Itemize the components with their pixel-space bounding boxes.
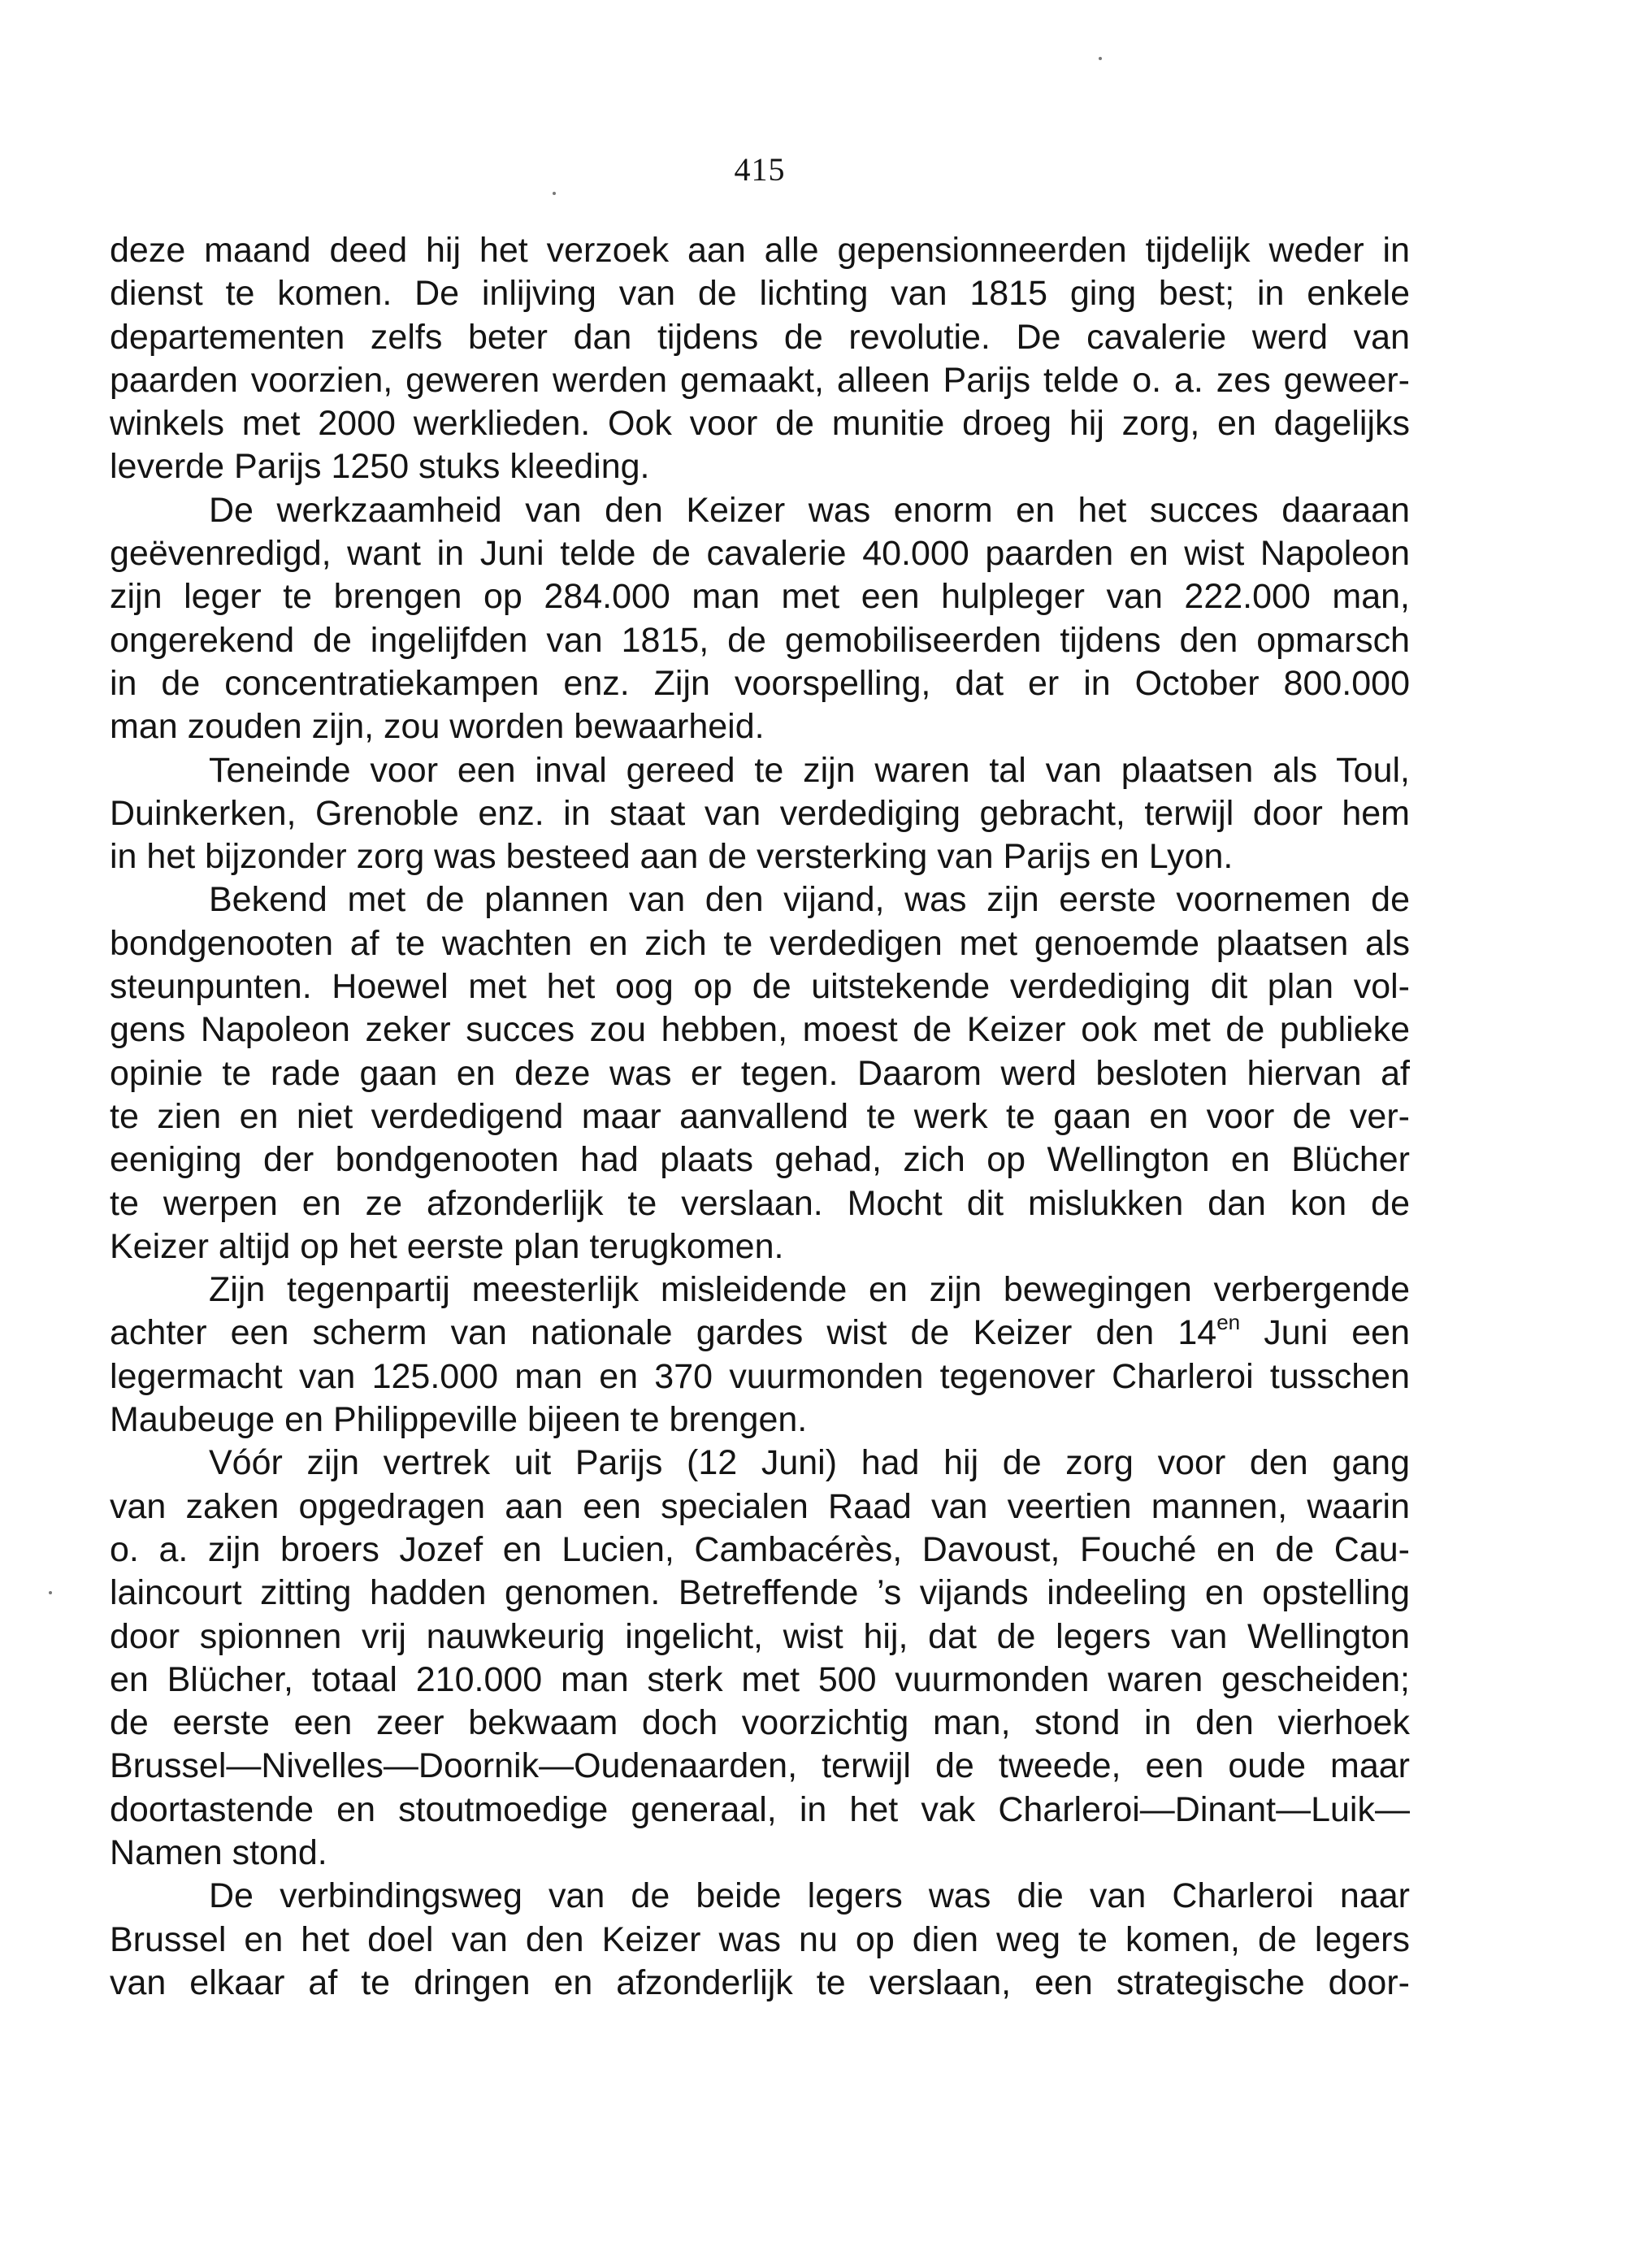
text-line: gens Napoleon zeker succes zou hebben, moest de Keizer ook met de publieke bbox=[110, 1010, 1410, 1050]
paragraph-5 bbox=[110, 1268, 1410, 1442]
text-line: in de concentratiekampen enz. Zijn voorspelling, dat er in October 800.000 bbox=[110, 663, 1410, 703]
text-line: van elkaar af te dringen en afzonderlijk te verslaan, een strategische door- bbox=[110, 1962, 1410, 2002]
paragraph-2 bbox=[110, 489, 1410, 749]
text-line: De werkzaamheid van den Keizer was enorm en het succes daaraan bbox=[209, 490, 1410, 530]
text-segment: Juni een bbox=[1240, 1313, 1410, 1353]
text-line: ongerekend de ingelijfden van 1815, de gemobiliseerden tijdens den opmarsch bbox=[110, 620, 1410, 660]
text-line: o. a. zijn broers Jozef en Lucien, Cambacérès, Davoust, Fouché en de Cau- bbox=[110, 1529, 1410, 1569]
text-line: Bekend met de plannen van den vijand, was zijn eerste voornemen de bbox=[209, 880, 1410, 920]
text-line: de eerste een zeer bekwaam doch voorzichtig man, stond in den vierhoek bbox=[110, 1703, 1410, 1743]
text-line: deze maand deed hij het verzoek aan alle gepensionneerden tijdelijk weder in bbox=[110, 231, 1410, 270]
text-line: Duinkerken, Grenoble enz. in staat van verdediging gebracht, terwijl door hem bbox=[110, 793, 1410, 833]
date-superscript: en bbox=[1216, 1310, 1241, 1335]
text-line: man zouden zijn, zou worden bewaarheid. bbox=[110, 707, 765, 747]
body-text bbox=[110, 229, 1410, 2005]
text-line: Brussel—Nivelles—Doornik—Oudenaarden, terwijl de tweede, een oude maar bbox=[110, 1746, 1410, 1786]
text-line: winkels met 2000 werklieden. Ook voor de munitie droeg hij zorg, en dagelijks bbox=[110, 404, 1410, 444]
paragraph-1 bbox=[110, 229, 1410, 489]
text-line: De verbindingsweg van de beide legers was die van Charleroi naar bbox=[209, 1876, 1410, 1916]
text-line: departementen zelfs beter dan tijdens de revolutie. De cavalerie werd van bbox=[110, 317, 1410, 357]
scan-speck bbox=[1099, 57, 1102, 60]
text-line: Maubeuge en Philippeville bijeen te brengen. bbox=[110, 1400, 808, 1440]
text-line: Namen stond. bbox=[110, 1832, 327, 1872]
text-line: paarden voorzien, geweren werden gemaakt, alleen Parijs telde o. a. zes geweer- bbox=[110, 360, 1410, 400]
text-line: laincourt zitting hadden genomen. Betreffende ’s vijands indeeling en opstelling bbox=[110, 1573, 1410, 1613]
text-line: te werpen en ze afzonderlijk te verslaan. Mocht dit mislukken dan kon de bbox=[110, 1183, 1410, 1223]
text-line: Brussel en het doel van den Keizer was nu op dien weg te komen, de legers bbox=[110, 1919, 1410, 1959]
text-line-with-superscript bbox=[110, 1312, 1410, 1355]
paragraph-3 bbox=[110, 749, 1410, 879]
paragraph-7 bbox=[110, 1875, 1410, 2005]
text-line: doortastende en stoutmoedige generaal, in het vak Charleroi—Dinant—Luik— bbox=[110, 1789, 1410, 1829]
text-line: bondgenooten af te wachten en zich te verdedigen met genoemde plaatsen als bbox=[110, 923, 1410, 963]
text-line: legermacht van 125.000 man en 370 vuurmonden tegenover Charleroi tusschen bbox=[110, 1356, 1410, 1396]
text-line: eeniging der bondgenooten had plaats gehad, zich op Wellington en Blücher bbox=[110, 1140, 1410, 1180]
text-line: dienst te komen. De inlijving van de lichting van 1815 ging best; in enkele bbox=[110, 274, 1410, 314]
paragraph-6 bbox=[110, 1442, 1410, 1875]
scan-speck bbox=[553, 192, 556, 195]
text-line: te zien en niet verdedigend maar aanvallend te werk te gaan en voor de ver- bbox=[110, 1096, 1410, 1136]
text-line: Teneinde voor een inval gereed te zijn waren tal van plaatsen als Toul, bbox=[209, 750, 1410, 790]
text-line: leverde Parijs 1250 stuks kleeding. bbox=[110, 447, 650, 487]
text-line: steunpunten. Hoewel met het oog op de uitstekende verdediging dit plan vol- bbox=[110, 967, 1410, 1007]
text-line: geëvenredigd, want in Juni telde de cavalerie 40.000 paarden en wist Napoleon bbox=[110, 534, 1410, 574]
text-line: Keizer altijd op het eerste plan terugkomen. bbox=[110, 1226, 784, 1266]
text-line: door spionnen vrij nauwkeurig ingelicht, wist hij, dat de legers van Wellington bbox=[110, 1616, 1410, 1656]
paragraph-4 bbox=[110, 878, 1410, 1268]
page-number: 415 bbox=[734, 151, 786, 188]
text-line: van zaken opgedragen aan een specialen Raad van veertien mannen, waarin bbox=[110, 1486, 1410, 1526]
text-line: opinie te rade gaan en deze was er tegen. Daarom werd besloten hiervan af bbox=[110, 1053, 1410, 1093]
text-segment: achter een scherm van nationale gardes wist de Keizer den 14 bbox=[110, 1313, 1217, 1353]
text-line: Zijn tegenpartij meesterlijk misleidende en zijn bewegingen verbergende bbox=[209, 1270, 1410, 1310]
text-line: Vóór zijn vertrek uit Parijs (12 Juni) had hij de zorg voor den gang bbox=[209, 1443, 1410, 1483]
text-line: en Blücher, totaal 210.000 man sterk met 500 vuurmonden waren gescheiden; bbox=[110, 1659, 1410, 1699]
text-line: zijn leger te brengen op 284.000 man met een hulpleger van 222.000 man, bbox=[110, 577, 1410, 617]
text-line: in het bijzonder zorg was besteed aan de versterking van Parijs en Lyon. bbox=[110, 837, 1234, 877]
scan-speck bbox=[49, 1591, 52, 1594]
